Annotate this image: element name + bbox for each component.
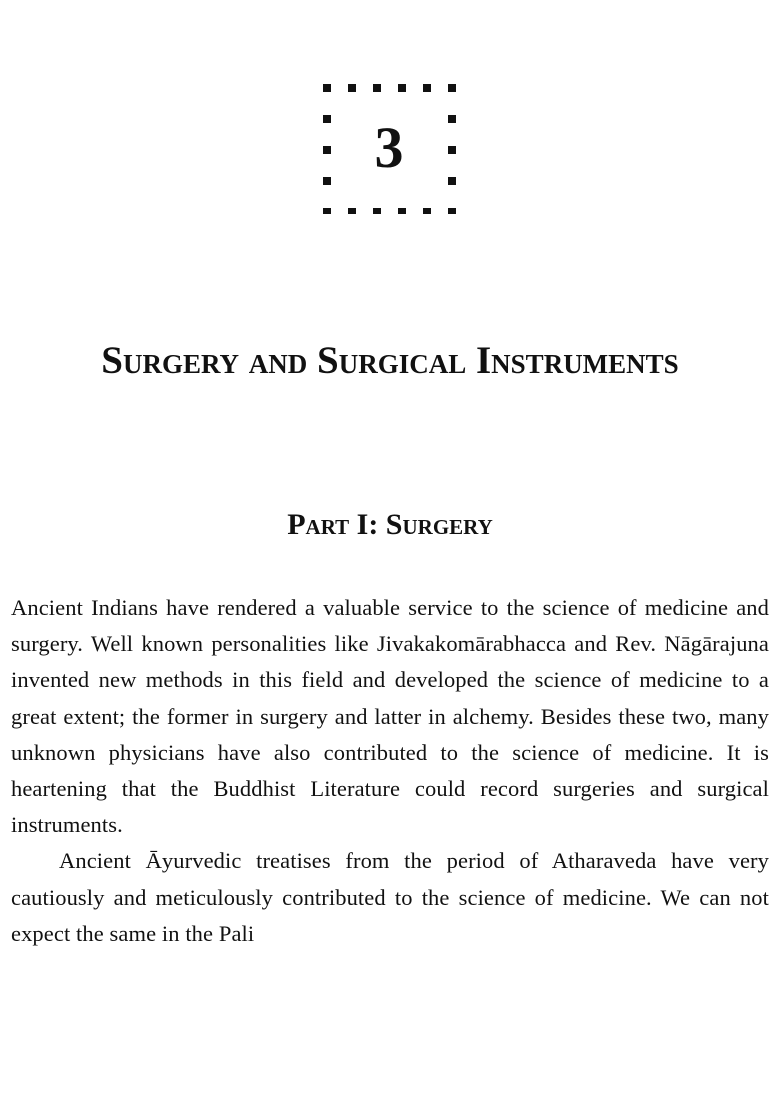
paragraph-2: Ancient Āyurvedic treatises from the period of Atharaveda have very cautiously and meticulously contributed to the science of medicine. We can not expect the same in the Pali bbox=[11, 848, 769, 946]
chapter-title: Surgery and Surgical Instruments bbox=[101, 339, 679, 382]
paragraph-1: Ancient Indians have rendered a valuable service to the science of medicine and surgery. Well known personalities like Jivakakomārabhacca and Rev. Nāgārajuna invented new methods in this field and developed the science of medicine to a great extent; the former in surgery and latter in alchemy. Besides these two, many unknown physicians have also contributed to the science of medicine. It is heartening that the Buddhist Literature could record surgeries and surgical instruments. bbox=[11, 595, 769, 838]
chapter-number-frame bbox=[321, 82, 457, 214]
part-title: Part I: Surgery bbox=[287, 508, 493, 541]
chapter-number: 3 bbox=[374, 115, 404, 180]
body-text bbox=[11, 590, 769, 952]
